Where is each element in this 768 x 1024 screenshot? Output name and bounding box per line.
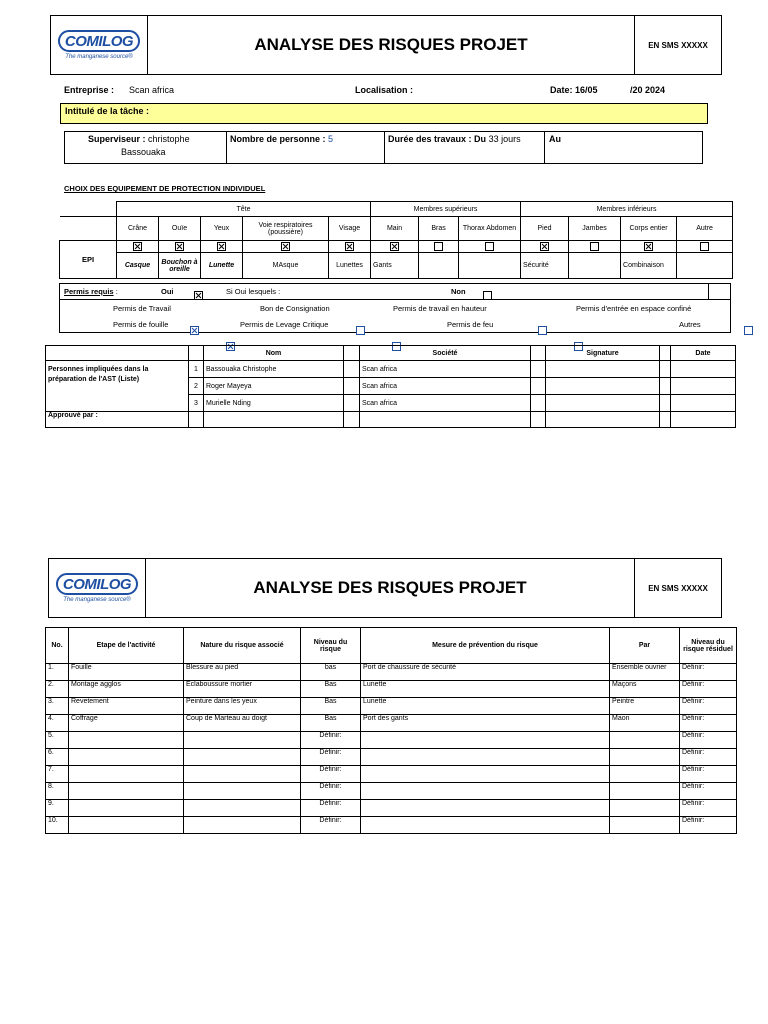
page2-header xyxy=(48,558,722,618)
hdr-par: Par xyxy=(610,628,680,664)
risk-par[interactable] xyxy=(610,732,680,749)
document-code-2: EN SMS XXXXX xyxy=(634,559,721,617)
epi-col-name: Bras xyxy=(419,217,459,241)
risk-par[interactable]: Maçons xyxy=(610,681,680,698)
risk-nature[interactable]: Eclaboussure mortier xyxy=(184,681,301,698)
epi-col-name: Jambes xyxy=(569,217,621,241)
risk-nature[interactable]: Blessure au pied xyxy=(184,664,301,681)
nombre-value: 5 xyxy=(328,134,334,144)
person-company[interactable]: Scan africa xyxy=(360,361,531,378)
au-label: Au xyxy=(549,134,561,144)
table-row xyxy=(46,766,737,783)
person-signature[interactable] xyxy=(546,395,660,412)
hdr-mesure: Mesure de prévention du risque xyxy=(361,628,610,664)
row-number: 1 xyxy=(189,361,204,378)
epi-col-value xyxy=(569,253,621,279)
epi-col-value: Lunettes xyxy=(329,253,371,279)
risk-mesure[interactable]: Port des gants xyxy=(361,715,610,732)
comilog-logo xyxy=(51,16,148,74)
person-date[interactable] xyxy=(671,395,736,412)
superviseur-label: Superviseur : xyxy=(88,134,146,144)
risk-etape[interactable]: Revetement xyxy=(69,698,184,715)
epi-col-value: Casque xyxy=(117,253,159,279)
risk-residuel[interactable]: Définir: xyxy=(680,817,737,834)
epi-section-title: CHOIX DES EQUIPEMENT DE PROTECTION INDIVIDUEL xyxy=(64,184,266,193)
risk-niveau[interactable]: Définir: xyxy=(301,749,361,766)
risk-par[interactable]: Peintre xyxy=(610,698,680,715)
risk-nature[interactable] xyxy=(184,732,301,749)
permis-requis: Permis requis : xyxy=(64,287,118,296)
table-row xyxy=(46,664,737,681)
table-row xyxy=(46,361,736,378)
logo-tagline-2: The manganese source® xyxy=(63,597,131,603)
epi-col-value: Bouchon à oreille xyxy=(159,253,201,279)
risk-etape[interactable] xyxy=(69,817,184,834)
risk-niveau[interactable]: Bas xyxy=(301,681,361,698)
risk-no[interactable]: 7. xyxy=(46,766,69,783)
epi-row-label: EPI xyxy=(60,241,117,279)
risk-mesure[interactable] xyxy=(361,783,610,800)
epi-col-value xyxy=(419,253,459,279)
risk-residuel[interactable]: Définir: xyxy=(680,783,737,800)
epi-col-value: Lunette xyxy=(201,253,243,279)
logo-wordmark: COMILOG xyxy=(64,32,134,50)
epi-col-name: Voie respiratoires (poussière) xyxy=(243,217,329,241)
epi-col-name: Autre xyxy=(677,217,733,241)
risk-no[interactable]: 3. xyxy=(46,698,69,715)
risk-niveau[interactable]: Définir: xyxy=(301,817,361,834)
risk-no[interactable]: 4. xyxy=(46,715,69,732)
risk-etape[interactable]: Montage agglos xyxy=(69,681,184,698)
permis-item-label: Permis de travail en hauteur xyxy=(393,304,487,313)
epi-col-value xyxy=(459,253,521,279)
hdr-no: No. xyxy=(46,628,69,664)
risk-residuel[interactable]: Définir: xyxy=(680,766,737,783)
epi-checkbox[interactable] xyxy=(281,242,290,251)
epi-col-value: Combinaison xyxy=(621,253,677,279)
epi-table xyxy=(59,201,733,279)
epi-checkbox[interactable] xyxy=(133,242,142,251)
col-societe: Société xyxy=(360,346,531,361)
table-row xyxy=(46,698,737,715)
risk-residuel[interactable]: Définir: xyxy=(680,800,737,817)
risk-niveau[interactable]: Définir: xyxy=(301,766,361,783)
document-title: ANALYSE DES RISQUES PROJET xyxy=(254,35,528,54)
risk-no[interactable]: 6. xyxy=(46,749,69,766)
risk-etape[interactable]: Coffrage xyxy=(69,715,184,732)
permis-oui-checkbox[interactable] xyxy=(194,291,203,300)
page1-header xyxy=(50,15,722,75)
risk-mesure[interactable] xyxy=(361,732,610,749)
risk-residuel[interactable]: Définir: xyxy=(680,715,737,732)
personnes-label: Personnes impliquées dans la préparation de l'AST (Liste) xyxy=(46,361,189,412)
epi-checkbox[interactable] xyxy=(175,242,184,251)
person-signature[interactable] xyxy=(546,361,660,378)
epi-checkbox[interactable] xyxy=(345,242,354,251)
logo-wordmark-2: COMILOG xyxy=(62,575,132,593)
personnes-table xyxy=(45,345,736,428)
risk-mesure[interactable] xyxy=(361,766,610,783)
row-number: 3 xyxy=(189,395,204,412)
permis-non-checkbox[interactable] xyxy=(483,291,492,300)
approuve-label: Approuvé par : xyxy=(46,412,189,428)
permis-non-label: Non xyxy=(451,287,466,296)
table-row xyxy=(46,732,737,749)
date-year: /20 2024 xyxy=(630,85,666,95)
task-title-label: Intitulé de la tâche : xyxy=(65,106,150,116)
nombre-label: Nombre de personne : xyxy=(230,134,326,144)
entreprise-value: Scan africa xyxy=(129,85,175,95)
epi-col-name: Thorax Abdomen xyxy=(459,217,521,241)
person-date[interactable] xyxy=(671,378,736,395)
epi-col-value: Gants xyxy=(371,253,419,279)
permis-item-label: Permis de Levage Critique xyxy=(240,320,329,329)
permis-oui-label: Oui xyxy=(161,287,174,296)
logo-tagline: The manganese source® xyxy=(65,54,133,60)
permis-item-checkbox[interactable] xyxy=(538,326,547,335)
risk-nature[interactable] xyxy=(184,783,301,800)
risk-mesure[interactable]: Lunette xyxy=(361,698,610,715)
risk-etape[interactable] xyxy=(69,749,184,766)
risk-nature[interactable] xyxy=(184,766,301,783)
epi-col-value: Sécurité xyxy=(521,253,569,279)
col-nom: Nom xyxy=(204,346,344,361)
table-row xyxy=(46,817,737,834)
duree-value: 33 jours xyxy=(488,134,521,144)
risk-residuel[interactable]: Définir: xyxy=(680,698,737,715)
comilog-logo-2 xyxy=(49,559,146,617)
epi-col-name: Visage xyxy=(329,217,371,241)
row-number: 2 xyxy=(189,378,204,395)
table-row xyxy=(46,749,737,766)
hdr-etape: Etape de l'activité xyxy=(69,628,184,664)
col-date: Date xyxy=(671,346,736,361)
risk-no[interactable]: 9. xyxy=(46,800,69,817)
risk-par[interactable] xyxy=(610,817,680,834)
epi-checkbox[interactable] xyxy=(485,242,494,251)
risk-par[interactable] xyxy=(610,766,680,783)
risques-table xyxy=(45,627,737,834)
hdr-nature: Nature du risque associé xyxy=(184,628,301,664)
permis-si-oui: Si Oui lesquels : xyxy=(226,287,281,296)
risk-niveau[interactable]: bas xyxy=(301,664,361,681)
hdr-niveau: Niveau du risque xyxy=(301,628,361,664)
risk-mesure[interactable] xyxy=(361,817,610,834)
epi-checkbox[interactable] xyxy=(540,242,549,251)
epi-checkbox[interactable] xyxy=(390,242,399,251)
date-label: Date: 16/05 xyxy=(550,85,598,95)
risk-etape[interactable] xyxy=(69,766,184,783)
risk-mesure[interactable] xyxy=(361,749,610,766)
epi-checkbox[interactable] xyxy=(590,242,599,251)
hdr-residuel: Niveau du risque résiduel xyxy=(680,628,737,664)
risk-nature[interactable] xyxy=(184,749,301,766)
risk-etape[interactable]: Fouille xyxy=(69,664,184,681)
person-name[interactable]: Bassouaka Christophe xyxy=(204,361,344,378)
group-tete: Tête xyxy=(117,202,371,217)
risk-etape[interactable] xyxy=(69,732,184,749)
epi-checkbox[interactable] xyxy=(700,242,709,251)
risk-par[interactable] xyxy=(610,749,680,766)
risk-no[interactable]: 2. xyxy=(46,681,69,698)
permis-item-label: Permis de feu xyxy=(447,320,494,329)
col-signature: Signature xyxy=(546,346,660,361)
table-row xyxy=(46,783,737,800)
risk-par[interactable] xyxy=(610,783,680,800)
superviseur-value-1: christophe xyxy=(148,134,190,144)
risk-residuel[interactable]: Définir: xyxy=(680,664,737,681)
person-date[interactable] xyxy=(671,361,736,378)
risk-mesure[interactable] xyxy=(361,800,610,817)
risk-etape[interactable] xyxy=(69,783,184,800)
superviseur-value-2: Bassouaka xyxy=(121,147,166,157)
permis-item-label: Bon de Consignation xyxy=(260,304,330,313)
risk-niveau[interactable]: Bas xyxy=(301,715,361,732)
epi-col-name: Main xyxy=(371,217,419,241)
risk-residuel[interactable]: Définir: xyxy=(680,749,737,766)
risk-niveau[interactable]: Définir: xyxy=(301,732,361,749)
epi-checkbox[interactable] xyxy=(217,242,226,251)
risk-nature[interactable] xyxy=(184,800,301,817)
risk-no[interactable]: 5. xyxy=(46,732,69,749)
permis-item-checkbox[interactable] xyxy=(356,326,365,335)
permis-item-label: Permis de Travail xyxy=(113,304,171,313)
risk-niveau[interactable]: Définir: xyxy=(301,783,361,800)
risk-niveau[interactable]: Bas xyxy=(301,698,361,715)
risk-residuel[interactable]: Définir: xyxy=(680,732,737,749)
risk-par[interactable] xyxy=(610,800,680,817)
entreprise-label: Entreprise : xyxy=(64,85,115,95)
table-row xyxy=(46,800,737,817)
table-row xyxy=(46,715,737,732)
risk-nature[interactable]: Coup de Marteau au doigt xyxy=(184,715,301,732)
risk-no[interactable]: 8. xyxy=(46,783,69,800)
group-membres-inferieurs: Membres inférieurs xyxy=(521,202,733,217)
risk-no[interactable]: 1. xyxy=(46,664,69,681)
epi-col-name: Ouïe xyxy=(159,217,201,241)
epi-col-name: Pied xyxy=(521,217,569,241)
table-row xyxy=(46,681,737,698)
permis-item-checkbox[interactable] xyxy=(744,326,753,335)
permis-item-label: Permis de fouille xyxy=(113,320,169,329)
person-name[interactable]: Roger Mayeya xyxy=(204,378,344,395)
epi-checkbox[interactable] xyxy=(434,242,443,251)
permis-item-checkbox[interactable] xyxy=(190,326,199,335)
group-membres-superieurs: Membres supérieurs xyxy=(371,202,521,217)
risk-niveau[interactable]: Définir: xyxy=(301,800,361,817)
risk-etape[interactable] xyxy=(69,800,184,817)
person-company[interactable]: Scan africa xyxy=(360,395,531,412)
epi-checkbox[interactable] xyxy=(644,242,653,251)
supervisor-box xyxy=(64,131,703,164)
permis-item-label: Autres xyxy=(679,320,701,329)
person-company[interactable]: Scan africa xyxy=(360,378,531,395)
person-signature[interactable] xyxy=(546,378,660,395)
risk-nature[interactable]: Peinture dans les yeux xyxy=(184,698,301,715)
person-name[interactable]: Murielle Nding xyxy=(204,395,344,412)
risk-no[interactable]: 10. xyxy=(46,817,69,834)
risk-mesure[interactable]: Lunette xyxy=(361,681,610,698)
epi-col-name: Yeux xyxy=(201,217,243,241)
duree-label: Durée des travaux : Du xyxy=(388,134,487,144)
localisation-label: Localisation : xyxy=(355,85,414,95)
epi-col-value xyxy=(677,253,733,279)
permis-item-label: Permis d'entrée en espace confiné xyxy=(576,304,692,313)
document-code: EN SMS XXXXX xyxy=(634,16,721,74)
epi-col-name: Crâne xyxy=(117,217,159,241)
risk-par[interactable]: Ensemble ouvrier xyxy=(610,664,680,681)
risk-mesure[interactable]: Port de chaussure de sécurité xyxy=(361,664,610,681)
task-title-field[interactable] xyxy=(60,103,708,124)
risk-nature[interactable] xyxy=(184,817,301,834)
document-title-2: ANALYSE DES RISQUES PROJET xyxy=(253,578,527,597)
epi-col-value: MAsque xyxy=(243,253,329,279)
risk-residuel[interactable]: Définir: xyxy=(680,681,737,698)
risk-par[interactable]: Maon xyxy=(610,715,680,732)
epi-col-name: Corps entier xyxy=(621,217,677,241)
